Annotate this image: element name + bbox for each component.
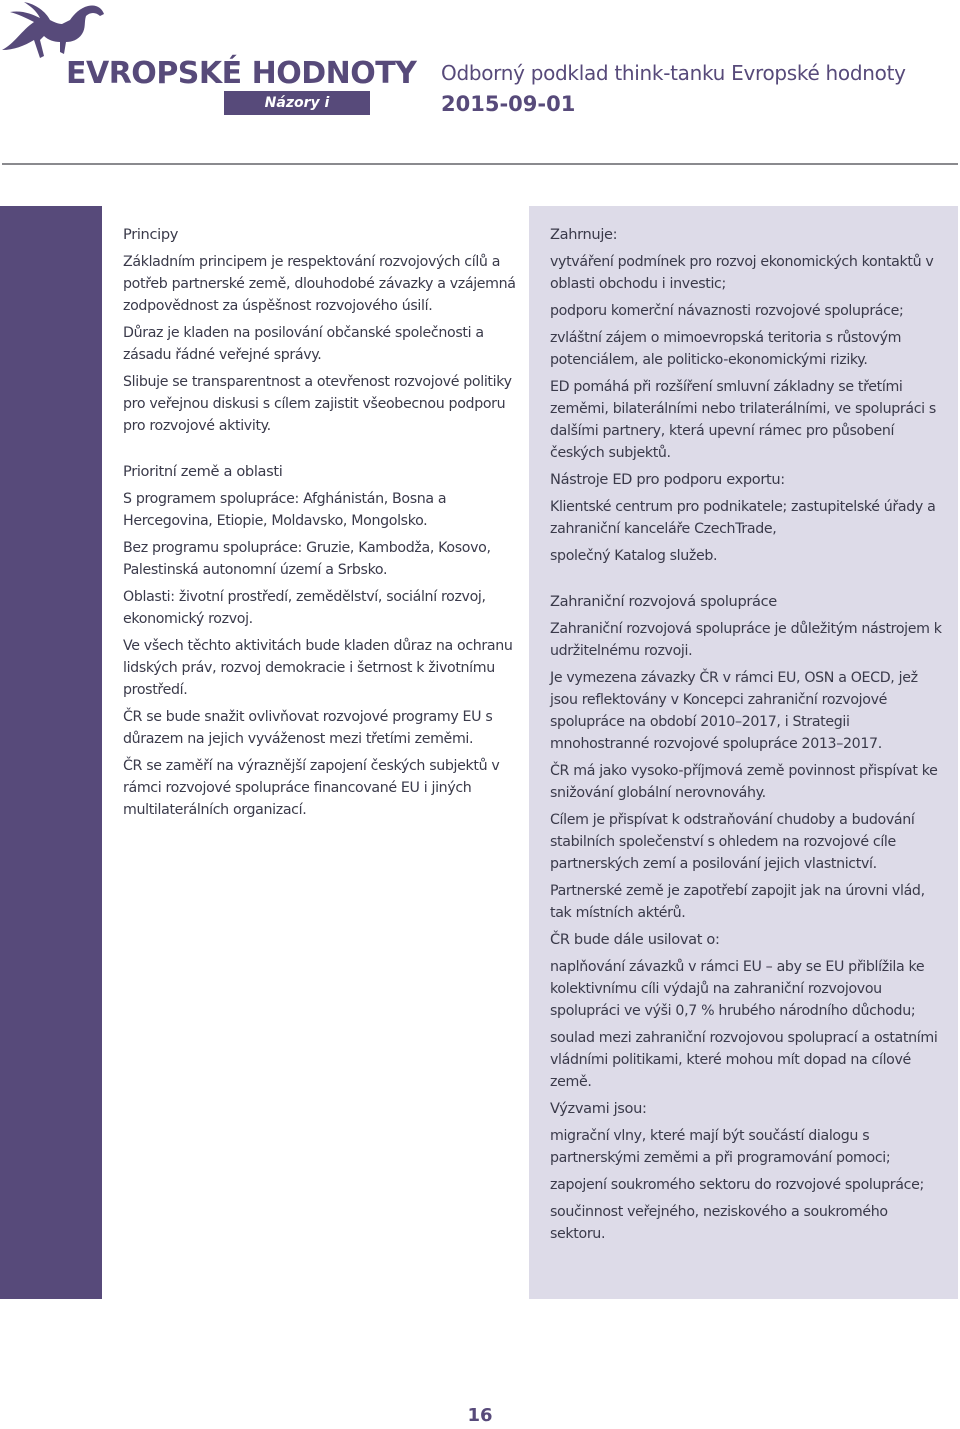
header-divider bbox=[2, 163, 958, 165]
paragraph: podporu komerční návaznosti rozvojové spolupráce; bbox=[550, 303, 904, 319]
paragraph: ČR se zaměří na výraznější zapojení českých subjektů v rámci rozvojové spolupráce financované EU i jiných multilaterálních organizací. bbox=[123, 758, 500, 818]
foreign-cooperation-title: Zahraniční rozvojová spolupráce bbox=[550, 593, 777, 610]
left-accent-bar bbox=[0, 206, 102, 1299]
paragraph: Ve všech těchto aktivitách bude kladen důraz na ochranu lidských práv, rozvoj demokracie i šetrnost k životnímu prostředí. bbox=[123, 638, 513, 698]
challenges-title: Výzvami jsou: bbox=[550, 1100, 647, 1117]
document-date: 2015-09-01 bbox=[441, 92, 576, 116]
includes-title: Zahrnuje: bbox=[550, 226, 618, 243]
paragraph: S programem spolupráce: Afghánistán, Bosna a Hercegovina, Etiopie, Moldavsko, Mongolsko. bbox=[123, 491, 447, 529]
paragraph: Partnerské země je zapotřebí zapojit jak na úrovni vlád, tak místních aktérů. bbox=[550, 883, 925, 921]
left-column bbox=[123, 206, 523, 1299]
paragraph: součinnost veřejného, neziskového a soukromého sektoru. bbox=[550, 1204, 888, 1242]
paragraph: Klientské centrum pro podnikatele; zastupitelské úřady a zahraniční kanceláře CzechTrade, bbox=[550, 499, 936, 537]
paragraph: naplňování závazků v rámci EU – aby se EU přiblížila ke kolektivnímu cíli výdajů na zahraniční rozvojovou spolupráci ve výši 0,7 % hrubého národního důchodu; bbox=[550, 959, 925, 1019]
logo-tagline: Názory i souvislosti bbox=[224, 91, 370, 115]
paragraph: Cílem je přispívat k odstraňování chudoby a budování stabilních společenství s ohledem na rozvojové cíle partnerských zemí a posilování jejich vlastnictví. bbox=[550, 812, 915, 872]
paragraph: společný Katalog služeb. bbox=[550, 548, 718, 564]
priority-title: Prioritní země a oblasti bbox=[123, 463, 283, 480]
paragraph: zvláštní zájem o mimoevropská teritoria s růstovým potenciálem, ale politicko-ekonomickými riziky. bbox=[550, 330, 902, 368]
pegasus-logo-icon bbox=[0, 0, 112, 62]
principles-title: Principy bbox=[123, 226, 179, 243]
paragraph: Slibuje se transparentnost a otevřenost rozvojové politiky pro veřejnou diskusi s cílem zajistit všeobecnou podporu pro rozvojové aktivity. bbox=[123, 374, 512, 434]
strive-title: ČR bude dále usilovat o: bbox=[550, 931, 720, 948]
paragraph: Základním principem je respektování rozvojových cílů a potřeb partnerské země, dlouhodobé závazky a vzájemná zodpovědnost za úspěšnost rozvojového úsilí. bbox=[123, 254, 516, 314]
paragraph: soulad mezi zahraniční rozvojovou spoluprací a ostatními vládními politikami, které mohou mít dopad na cílové země. bbox=[550, 1030, 938, 1090]
paragraph: Oblasti: životní prostředí, zemědělství, sociální rozvoj, ekonomický rozvoj. bbox=[123, 589, 486, 627]
paragraph: zapojení soukromého sektoru do rozvojové spolupráce; bbox=[550, 1177, 924, 1193]
logo-title: EVROPSKÉ HODNOTY bbox=[66, 56, 417, 91]
paragraph: migrační vlny, které mají být součástí dialogu s partnerskými zeměmi a při programování pomoci; bbox=[550, 1128, 891, 1166]
paragraph: ČR se bude snažit ovlivňovat rozvojové programy EU s důrazem na jejich vyváženost mezi třetími zeměmi. bbox=[123, 709, 493, 747]
paragraph: vytváření podmínek pro rozvoj ekonomických kontaktů v oblasti obchodu i investic; bbox=[550, 254, 934, 292]
document-heading: Odborný podklad think-tanku Evropské hodnoty bbox=[441, 61, 906, 85]
paragraph: Bez programu spolupráce: Gruzie, Kambodža, Kosovo, Palestinská autonomní území a Srbsko. bbox=[123, 540, 491, 578]
paragraph: Je vymezena závazky ČR v rámci EU, OSN a OECD, jež jsou reflektovány v Koncepci zahraniční rozvojové spolupráce na období 2010–2017, i Strategii mnohostranné rozvojové spolupráce 2013–2017. bbox=[550, 670, 918, 752]
paragraph: ED pomáhá při rozšíření smluvní základny se třetími zeměmi, bilaterálními nebo trilaterálními, ve spolupráci s dalšími partnery, která upevní rámec pro působení českých subjektů. bbox=[550, 379, 936, 461]
paragraph: Důraz je kladen na posilování občanské společnosti a zásadu řádné veřejné správy. bbox=[123, 325, 484, 363]
paragraph: Zahraniční rozvojová spolupráce je důležitým nástrojem k udržitelnému rozvoji. bbox=[550, 621, 942, 659]
tools-title: Nástroje ED pro podporu exportu: bbox=[550, 471, 785, 488]
right-panel bbox=[529, 206, 958, 1299]
page-number: 16 bbox=[467, 1405, 493, 1426]
paragraph: ČR má jako vysoko-příjmová země povinnost přispívat ke snižování globální nerovnováhy. bbox=[550, 763, 938, 801]
